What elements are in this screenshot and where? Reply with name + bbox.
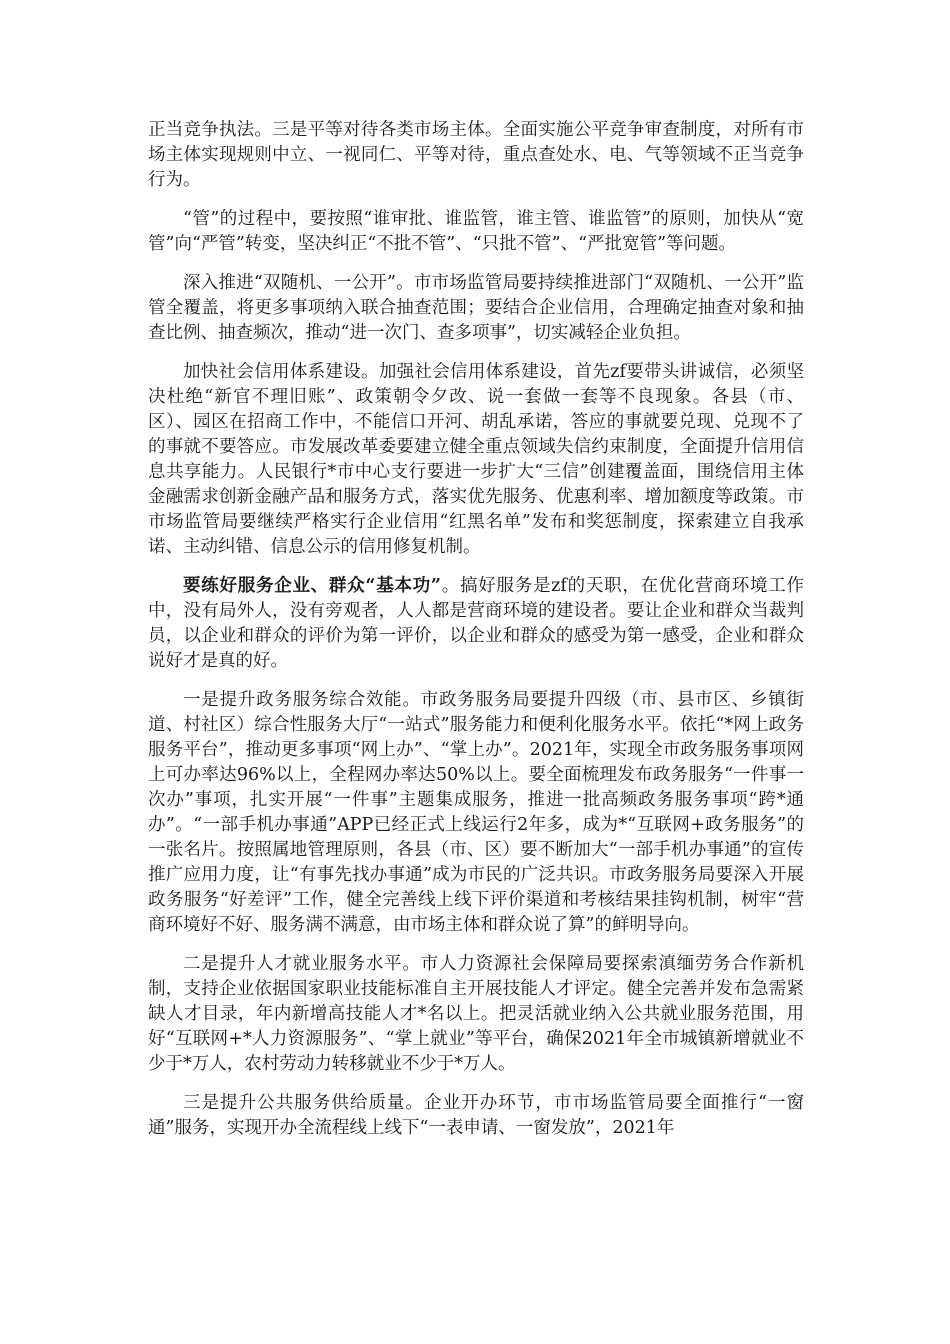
paragraph-5	[148, 574, 804, 674]
paragraph-text: “管”的过程中，要按照“谁审批、谁监管，谁主管、谁监管”的原则，加快从“宽管”向“严管”转变，坚决纠正“不批不管”、“只批不管”、“严批宽管”等问题。	[148, 209, 804, 254]
paragraph-8	[148, 1091, 804, 1141]
section-heading: 要练好服务企业、群众“基本功”	[183, 576, 441, 596]
document-body	[148, 118, 804, 1155]
paragraph-2	[148, 207, 804, 257]
paragraph-1	[148, 118, 804, 193]
paragraph-6	[148, 688, 804, 938]
paragraph-text: 深入推进“双随机、一公开”。市市场监管局要持续推进部门“双随机、一公开”监管全覆盖，将更多事项纳入联合抽查范围；要结合企业信用，合理确定抽查对象和抽查比例、抽查频次，推动“进一次门、查多项事”，切实减轻企业负担。	[148, 273, 804, 343]
paragraph-text: 加快社会信用体系建设。加强社会信用体系建设，首先zf要带头讲诚信，必须坚决杜绝“新官不理旧账”、政策朝令夕改、说一套做一套等不良现象。各县（市、区）、园区在招商工作中，不能信口开河、胡乱承诺，答应的事就要兑现、兑现不了的事就不要答应。市发展改革委要建立健全重点领域失信约束制度，全面提升信用信息共享能力。人民银行*市中心支行要进一步扩大“三信”创建覆盖面，围绕信用主体金融需求创新金融产品和服务方式，落实优先服务、优惠利率、增加额度等政策。市市场监管局要继续严格实行企业信用“红黑名单”发布和奖惩制度，探索建立自我承诺、主动纠错、信息公示的信用修复机制。	[148, 362, 804, 557]
paragraph-text: 正当竞争执法。三是平等对待各类市场主体。全面实施公平竞争审查制度，对所有市场主体实现规则中立、一视同仁、平等对待，重点查处水、电、气等领域不正当竞争行为。	[148, 120, 804, 190]
paragraph-4	[148, 360, 804, 560]
paragraph-7	[148, 952, 804, 1077]
paragraph-text: 。搞好服务是zf的天职，在优化营商环境工作中，没有局外人，没有旁观者，人人都是营商环境的建设者。要让企业和群众当裁判员，以企业和群众的评价为第一评价，以企业和群众的感受为第一感受，企业和群众说好才是真的好。	[148, 576, 804, 671]
paragraph-3	[148, 271, 804, 346]
paragraph-text: 三是提升公共服务供给质量。企业开办环节，市市场监管局要全面推行“一窗通”服务，实现开办全流程线上线下“一表申请、一窗发放”，2021年	[148, 1093, 804, 1138]
paragraph-text: 二是提升人才就业服务水平。市人力资源社会保障局要探索滇缅劳务合作新机制，支持企业依据国家职业技能标准自主开展技能人才评定。健全完善并发布急需紧缺人才目录，年内新增高技能人才*名以上。把灵活就业纳入公共就业服务范围，用好“互联网+*人力资源服务”、“掌上就业”等平台，确保2021年全市城镇新增就业不少于*万人，农村劳动力转移就业不少于*万人。	[148, 954, 804, 1074]
paragraph-text: 一是提升政务服务综合效能。市政务服务局要提升四级（市、县市区、乡镇街道、村社区）综合性服务大厅“一站式”服务能力和便利化服务水平。依托“*网上政务服务平台”，推动更多事项“网上办”、“掌上办”。2021年，实现全市政务服务事项网上可办率达96%以上，全程网办率达50%以上。要全面梳理发布政务服务“一件事一次办”事项，扎实开展“一件事”主题集成服务，推进一批高频政务服务事项“跨*通办”。“一部手机办事通”APP已经正式上线运行2年多，成为*“互联网+政务服务”的一张名片。按照属地管理原则，各县（市、区）要不断加大“一部手机办事通”的宣传推广应用力度，让“有事先找办事通”成为市民的广泛共识。市政务服务局要深入开展政务服务“好差评”工作，健全完善线上线下评价渠道和考核结果挂钩机制，树牢“营商环境好不好、服务满不满意，由市场主体和群众说了算”的鲜明导向。	[148, 690, 804, 935]
